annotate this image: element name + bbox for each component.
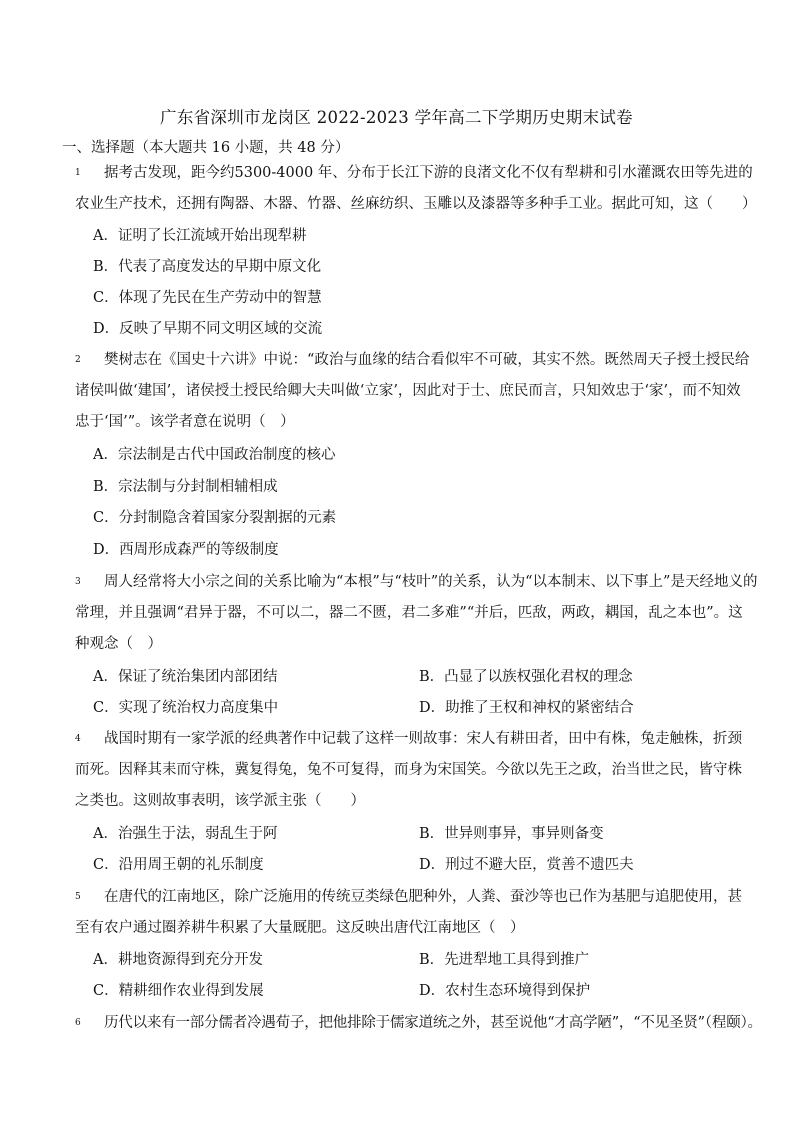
question-number: 1	[75, 168, 81, 178]
option-c: C．实现了统治权力高度集中	[93, 700, 279, 716]
question-number: 5	[75, 892, 81, 902]
question-text-line: 历代以来有一部分儒者冷遇荀子，把他排除于儒家道统之外，甚至说他“才高学陋”，“不见圣贤”（程颐）。	[104, 1015, 762, 1031]
question-number: 4	[75, 734, 81, 744]
question-text-line: 常理，并且强调“君异于器，不可以二，器二不匮，君二多难”“并后，匹敌，两政，耦国，乱之本也”。这	[75, 605, 743, 621]
option-b: B．代表了高度发达的早期中原文化	[93, 259, 322, 275]
question-1	[75, 158, 780, 220]
question-text-line: 周人经常将大小宗之间的关系比喻为“本根”与“枝叶”的关系，认为“以本制末、以下事上”是天经地义的	[104, 574, 758, 590]
option-c: C．沿用周王朝的礼乐制度	[93, 857, 264, 873]
option-b: B．先进犁地工具得到推广	[419, 952, 590, 968]
option-a: A．保证了统治集团内部团结	[93, 669, 278, 685]
question-text-line: 农业生产技术，还拥有陶器、木器、竹器、丝麻纺织、玉雕以及漆器等多种手工业。据此可知，这（ ）	[75, 196, 757, 212]
question-6	[75, 1008, 790, 1039]
option-d: D．刑过不避大臣，赏善不遗匹夫	[419, 857, 634, 873]
option-a: A．证明了长江流域开始出现犁耕	[93, 228, 307, 244]
option-b: B．世异则事异，事异则备变	[419, 826, 604, 842]
question-text-line: 种观念（ ）	[75, 636, 162, 652]
option-d: D．反映了早期不同文明区域的交流	[93, 321, 323, 337]
question-2	[75, 345, 780, 438]
question-text-line: 樊树志在《国史十六讲》中说：“政治与血缘的结合看似牢不可破，其实不然。既然周天子授土授民给	[104, 352, 750, 368]
option-b: B．宗法制与分封制相辅相成	[93, 479, 278, 495]
option-c: C．精耕细作农业得到发展	[93, 983, 264, 999]
question-number: 2	[75, 355, 81, 365]
option-d: D．农村生态环境得到保护	[419, 983, 591, 999]
question-number: 6	[75, 1018, 81, 1028]
question-3	[75, 567, 780, 660]
question-text-line: 忠于‘国’”。该学者意在说明（ ）	[75, 414, 295, 430]
question-text-line: 而死。因释其耒而守株，冀复得兔，兔不可复得，而身为宋国笑。今欲以先王之政，治当世之民，皆守株	[75, 762, 742, 778]
question-5	[75, 882, 780, 944]
question-text-line: 据考古发现，距今约5300-4000 年、分布于长江下游的良渚文化不仅有犁耕和引水灌溉农田等先进的	[104, 165, 753, 181]
question-4	[75, 724, 780, 817]
question-text-line: 至有农户通过圈养耕牛积累了大量厩肥。这反映出唐代江南地区（ ）	[75, 920, 525, 936]
question-number: 3	[75, 577, 81, 587]
exam-title: 广东省深圳市龙岗区 2022-2023 学年高二下学期历史期末试卷	[160, 108, 633, 127]
question-text-line: 诸侯叫做‘建国’，诸侯授土授民给卿大夫叫做‘立家’，因此对于士、庶民而言，只知效忠于‘家’，而不知效	[75, 383, 741, 399]
option-c: C．体现了先民在生产劳动中的智慧	[93, 290, 322, 306]
option-a: A．宗法制是古代中国政治制度的核心	[93, 447, 336, 463]
question-text-line: 在唐代的江南地区，除广泛施用的传统豆类绿色肥种外，人粪、蚕沙等也已作为基肥与追肥使用，甚	[104, 889, 742, 905]
section-heading: 一、选择题（本大题共 16 小题，共 48 分）	[62, 140, 350, 156]
option-c: C．分封制隐含着国家分裂割据的元素	[93, 510, 337, 526]
question-text-line: 战国时期有一家学派的经典著作中记载了这样一则故事：宋人有耕田者，田中有株，兔走触株，折颈	[104, 731, 742, 747]
question-text-line: 之类也。这则故事表明，该学派主张（ ）	[75, 793, 365, 809]
option-a: A．治强生于法，弱乱生于阿	[93, 826, 278, 842]
option-a: A．耕地资源得到充分开发	[93, 952, 263, 968]
option-b: B．凸显了以族权强化君权的理念	[419, 669, 633, 685]
option-d: D．西周形成森严的等级制度	[93, 542, 279, 558]
option-d: D．助推了王权和神权的紧密结合	[419, 700, 634, 716]
